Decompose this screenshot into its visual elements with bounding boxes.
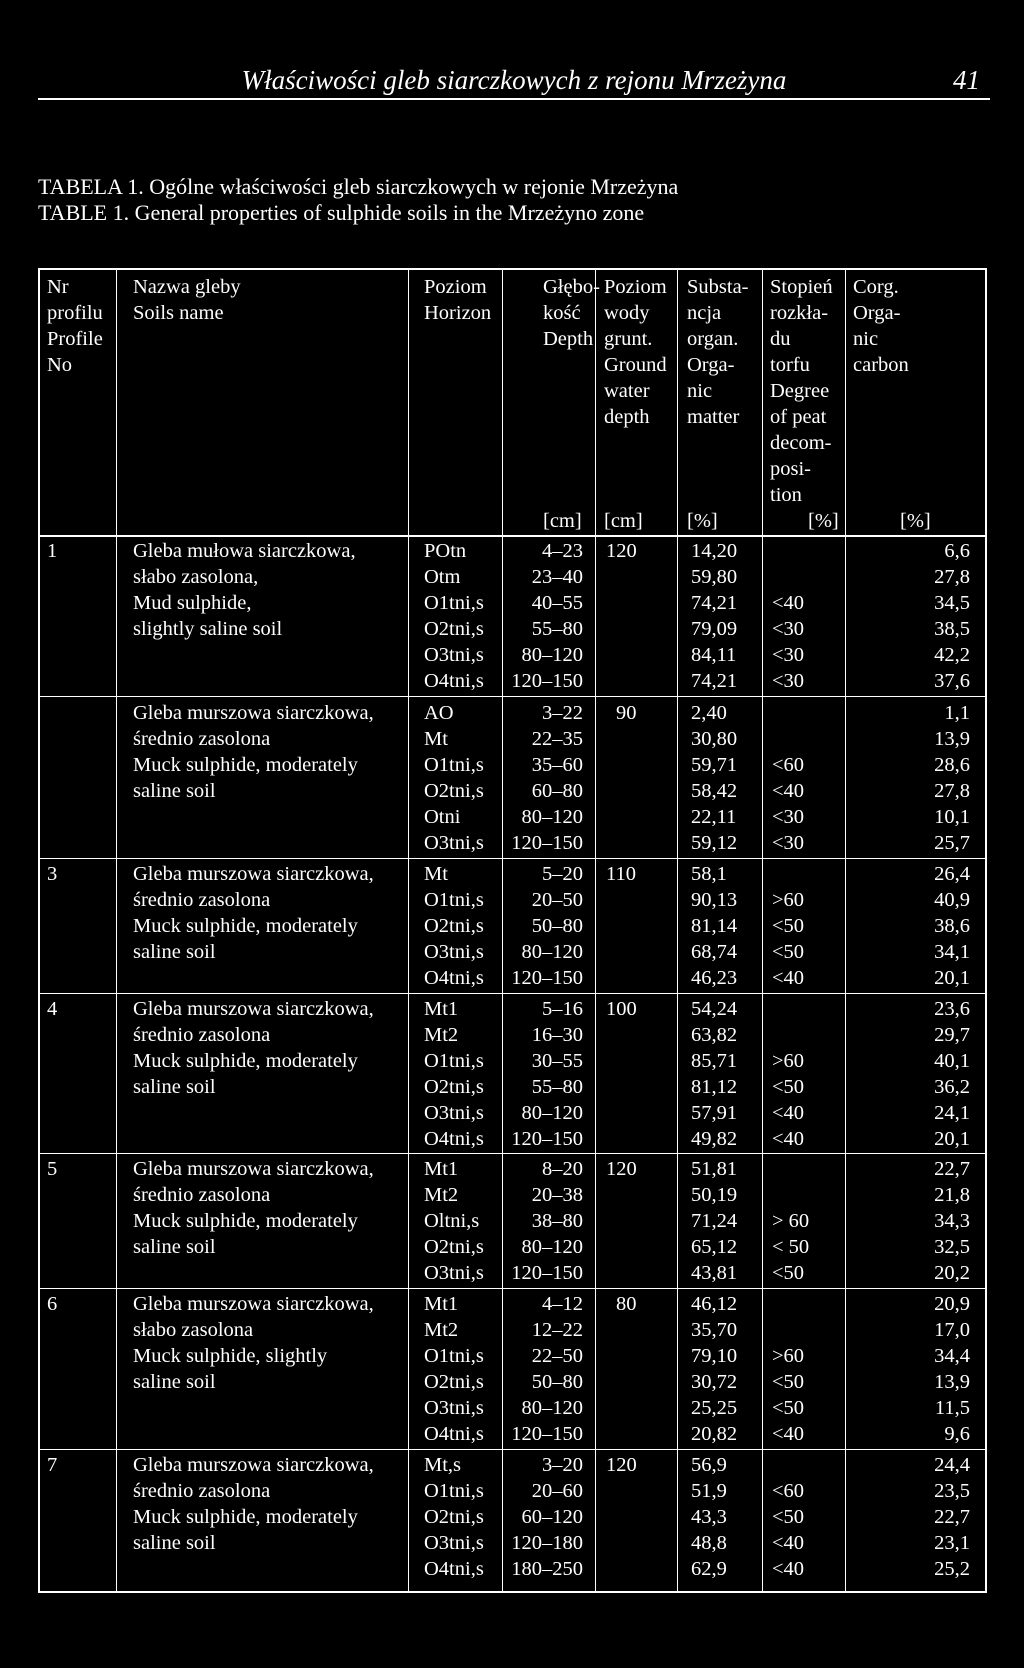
profile-number: 1 xyxy=(47,540,58,562)
organic-matter-values: 56,9 51,9 43,3 48,8 62,9 xyxy=(691,1454,727,1580)
organic-carbon-values: 23,6 29,7 40,1 36,2 24,1 20,1 xyxy=(934,998,970,1150)
water-depth-value: 90 xyxy=(616,702,637,724)
peat-decomposition-values: > 60 < 50 <50 xyxy=(772,1210,810,1284)
horizon-values: Mt O1tni,s O2tni,s O3tni,s O4tni,s xyxy=(424,863,484,989)
depth-values: 3–22 22–35 35–60 60–80 80–120 120–150 xyxy=(511,702,583,854)
header-profile-no: Nr profilu Profile No xyxy=(47,276,103,376)
soil-name: Gleba murszowa siarczkowa, średnio zasolona Muck sulphide, moderately saline soil xyxy=(133,1454,374,1554)
organic-matter-values: 51,81 50,19 71,24 65,12 43,81 xyxy=(691,1158,738,1284)
horizon-values: Mt1 Mt2 Oltni,s O2tni,s O3tni,s xyxy=(424,1158,484,1284)
organic-carbon-values: 20,9 17,0 34,4 13,9 11,5 9,6 xyxy=(934,1293,970,1445)
row-divider xyxy=(40,993,985,994)
depth-values: 5–16 16–30 30–55 55–80 80–120 120–150 xyxy=(511,998,583,1150)
profile-number: 5 xyxy=(47,1158,58,1180)
peat-decomposition-values: >60 <50 <50 <40 xyxy=(772,889,805,989)
row-divider xyxy=(40,1288,985,1289)
profile-number: 3 xyxy=(47,863,58,885)
horizon-values: Mt1 Mt2 O1tni,s O2tni,s O3tni,s O4tni,s xyxy=(424,1293,484,1445)
horizon-values: Mt1 Mt2 O1tni,s O2tni,s O3tni,s O4tni,s xyxy=(424,998,484,1150)
header-soil-name: Nazwa gleby Soils name xyxy=(133,276,241,324)
profile-number: 6 xyxy=(47,1293,58,1315)
organic-matter-values: 2,40 30,80 59,71 58,42 22,11 59,12 xyxy=(691,702,738,854)
horizon-values: AO Mt O1tni,s O2tni,s Otni O3tni,s xyxy=(424,702,484,854)
table-caption-polish: TABELA 1. Ogólne właściwości gleb siarczkowych w rejonie Mrzeżyna xyxy=(38,174,679,199)
peat-decomposition-values: <60 <40 <30 <30 xyxy=(772,754,805,854)
organic-matter-values: 54,24 63,82 85,71 81,12 57,91 49,82 xyxy=(691,998,738,1150)
water-depth-value: 110 xyxy=(606,863,636,885)
header-peat-decomposition: Stopień rozkła- du torfu Degree of peat decom- posi- tion xyxy=(770,276,833,506)
organic-matter-values: 14,20 59,80 74,21 79,09 84,11 74,21 xyxy=(691,540,738,692)
column-divider xyxy=(408,270,409,1591)
header-horizon: Poziom Horizon xyxy=(424,276,492,324)
peat-decomposition-values: >60 <50 <50 <40 xyxy=(772,1345,805,1445)
organic-carbon-values: 22,7 21,8 34,3 32,5 20,2 xyxy=(934,1158,970,1284)
unit-depth: [cm] xyxy=(543,510,582,532)
organic-carbon-values: 26,4 40,9 38,6 34,1 20,1 xyxy=(934,863,970,989)
soil-name: Gleba mułowa siarczkowa, słabo zasolona, Mud sulphide, slightly saline soil xyxy=(133,540,356,640)
unit-organic-matter: [%] xyxy=(687,510,718,532)
water-depth-value: 80 xyxy=(616,1293,637,1315)
column-divider xyxy=(677,270,678,1591)
profile-number: 4 xyxy=(47,998,58,1020)
header-depth: Głębo- kość Depth xyxy=(543,276,600,350)
horizon-values: POtn Otm O1tni,s O2tni,s O3tni,s O4tni,s xyxy=(424,540,484,692)
soil-name: Gleba murszowa siarczkowa, średnio zasolona Muck sulphide, moderately saline soil xyxy=(133,863,374,963)
organic-matter-values: 46,12 35,70 79,10 30,72 25,25 20,82 xyxy=(691,1293,738,1445)
page-number: 41 xyxy=(953,65,980,95)
soil-name: Gleba murszowa siarczkowa, średnio zasolona Muck sulphide, moderately saline soil xyxy=(133,998,374,1098)
peat-decomposition-values: <40 <30 <30 <30 xyxy=(772,592,805,692)
horizon-values: Mt,s O1tni,s O2tni,s O3tni,s O4tni,s xyxy=(424,1454,484,1580)
depth-values: 4–23 23–40 40–55 55–80 80–120 120–150 xyxy=(511,540,583,692)
column-divider xyxy=(762,270,763,1591)
table-caption-english: TABLE 1. General properties of sulphide soils in the Mrzeżyno zone xyxy=(38,200,645,225)
column-divider xyxy=(116,270,117,1591)
row-divider xyxy=(40,1153,985,1154)
header-water-depth: Poziom wody grunt. Ground water depth xyxy=(604,276,667,428)
depth-values: 3–20 20–60 60–120 120–180 180–250 xyxy=(511,1454,583,1580)
water-depth-value: 100 xyxy=(606,998,637,1020)
soil-name: Gleba murszowa siarczkowa, słabo zasolona Muck sulphide, slightly saline soil xyxy=(133,1293,374,1393)
water-depth-value: 120 xyxy=(606,1158,637,1180)
organic-carbon-values: 1,1 13,9 28,6 27,8 10,1 25,7 xyxy=(934,702,970,854)
organic-carbon-values: 6,6 27,8 34,5 38,5 42,2 37,6 xyxy=(934,540,970,692)
depth-values: 8–20 20–38 38–80 80–120 120–150 xyxy=(511,1158,583,1284)
column-divider xyxy=(845,270,846,1591)
peat-decomposition-values: >60 <50 <40 <40 xyxy=(772,1050,805,1150)
header-organic-matter: Substa- ncja organ. Orga- nic matter xyxy=(687,276,749,428)
properties-table xyxy=(38,268,987,1593)
water-depth-value: 120 xyxy=(606,540,637,562)
depth-values: 4–12 12–22 22–50 50–80 80–120 120–150 xyxy=(511,1293,583,1445)
unit-peat-decomposition: [%] xyxy=(808,510,839,532)
column-divider xyxy=(595,270,596,1591)
water-depth-value: 120 xyxy=(606,1454,637,1476)
header-organic-carbon: Corg. Orga- nic carbon xyxy=(853,276,909,376)
profile-number: 7 xyxy=(47,1454,58,1476)
organic-matter-values: 58,1 90,13 81,14 68,74 46,23 xyxy=(691,863,738,989)
unit-water-depth: [cm] xyxy=(604,510,643,532)
peat-decomposition-values: <60 <50 <40 <40 xyxy=(772,1480,805,1580)
row-divider xyxy=(40,858,985,859)
depth-values: 5–20 20–50 50–80 80–120 120–150 xyxy=(511,863,583,989)
header-divider xyxy=(40,535,985,537)
running-title: Właściwości gleb siarczkowych z rejonu Mrzeżyna xyxy=(241,65,787,95)
soil-name: Gleba murszowa siarczkowa, średnio zasolona Muck sulphide, moderately saline soil xyxy=(133,702,374,802)
running-header xyxy=(38,62,990,100)
unit-organic-carbon: [%] xyxy=(900,510,931,532)
soil-name: Gleba murszowa siarczkowa, średnio zasolona Muck sulphide, moderately saline soil xyxy=(133,1158,374,1258)
row-divider xyxy=(40,696,985,697)
organic-carbon-values: 24,4 23,5 22,7 23,1 25,2 xyxy=(934,1454,970,1580)
row-divider xyxy=(40,1449,985,1450)
